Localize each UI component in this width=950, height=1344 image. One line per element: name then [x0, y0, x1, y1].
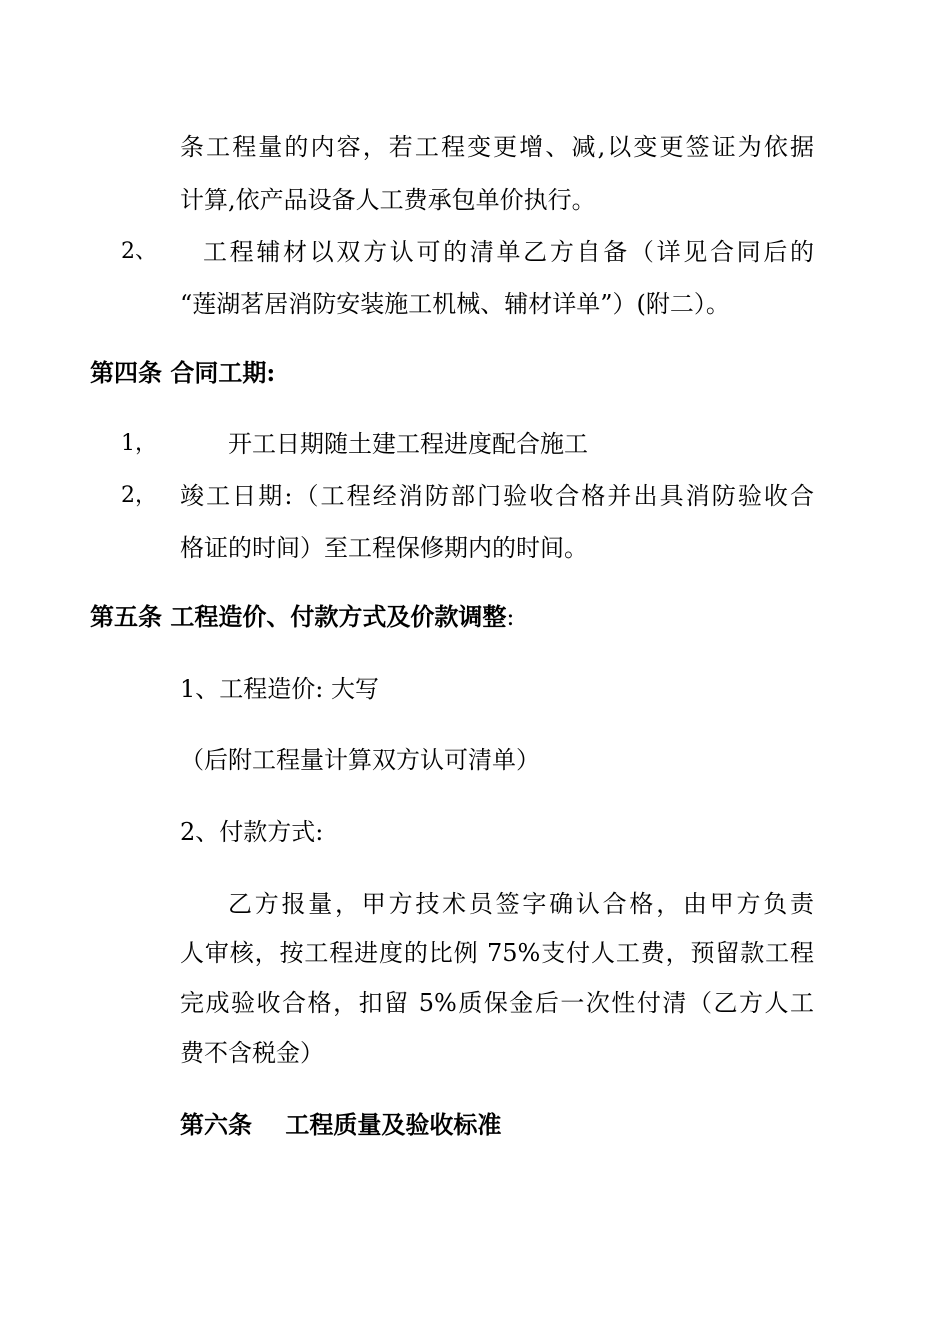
article4-item1-number: 1，: [121, 431, 157, 456]
article5-payment-line-3: 完成验收合格，扣留 5%质保金后一次性付清（乙方人工: [180, 989, 814, 1017]
item-number: 2、: [121, 239, 157, 264]
article6-heading: 第六条 工程质量及验收标准: [180, 1110, 502, 1139]
continuation-line-2: 计算,依产品设备人工费承包单价执行。: [180, 186, 596, 214]
article4-item1-text: 开工日期随土建工程进度配合施工: [228, 430, 588, 458]
article5-heading: 第五条 工程造价、付款方式及价款调整: [90, 602, 507, 631]
article4-item2-number: 2，: [121, 483, 157, 508]
article4-item2-line-1: 竣工日期:（工程经消防部门验收合格并出具消防验收合: [180, 482, 814, 510]
item2-line-2: “莲湖茗居消防安装施工机械、辅材详单”）(附二）。: [180, 290, 730, 318]
article5-payment-line-4: 费不含税金）: [180, 1039, 324, 1067]
article5-payment-line-1: 乙方报量，甲方技术员签字确认合格，由甲方负责: [228, 890, 814, 918]
article5-heading-colon: :: [506, 603, 515, 631]
article5-attachment-note: （后附工程量计算双方认可清单）: [180, 746, 540, 774]
article5-payment-line-2: 人审核，按工程进度的比例 75%支付人工费，预留款工程: [180, 939, 814, 967]
article5-heading-row: [90, 601, 514, 633]
article4-item2-line-2: 格证的时间）至工程保修期内的时间。: [180, 534, 588, 562]
item2-line-1: 工程辅材以双方认可的清单乙方自备（详见合同后的: [203, 238, 814, 266]
continuation-line-1: 条工程量的内容，若工程变更增、减,以变更签证为依据: [180, 133, 814, 161]
article5-payment-label: 2、付款方式:: [180, 818, 324, 846]
article5-price-line: 1、工程造价: 大写: [180, 675, 379, 703]
article4-heading: 第四条 合同工期:: [90, 358, 276, 387]
